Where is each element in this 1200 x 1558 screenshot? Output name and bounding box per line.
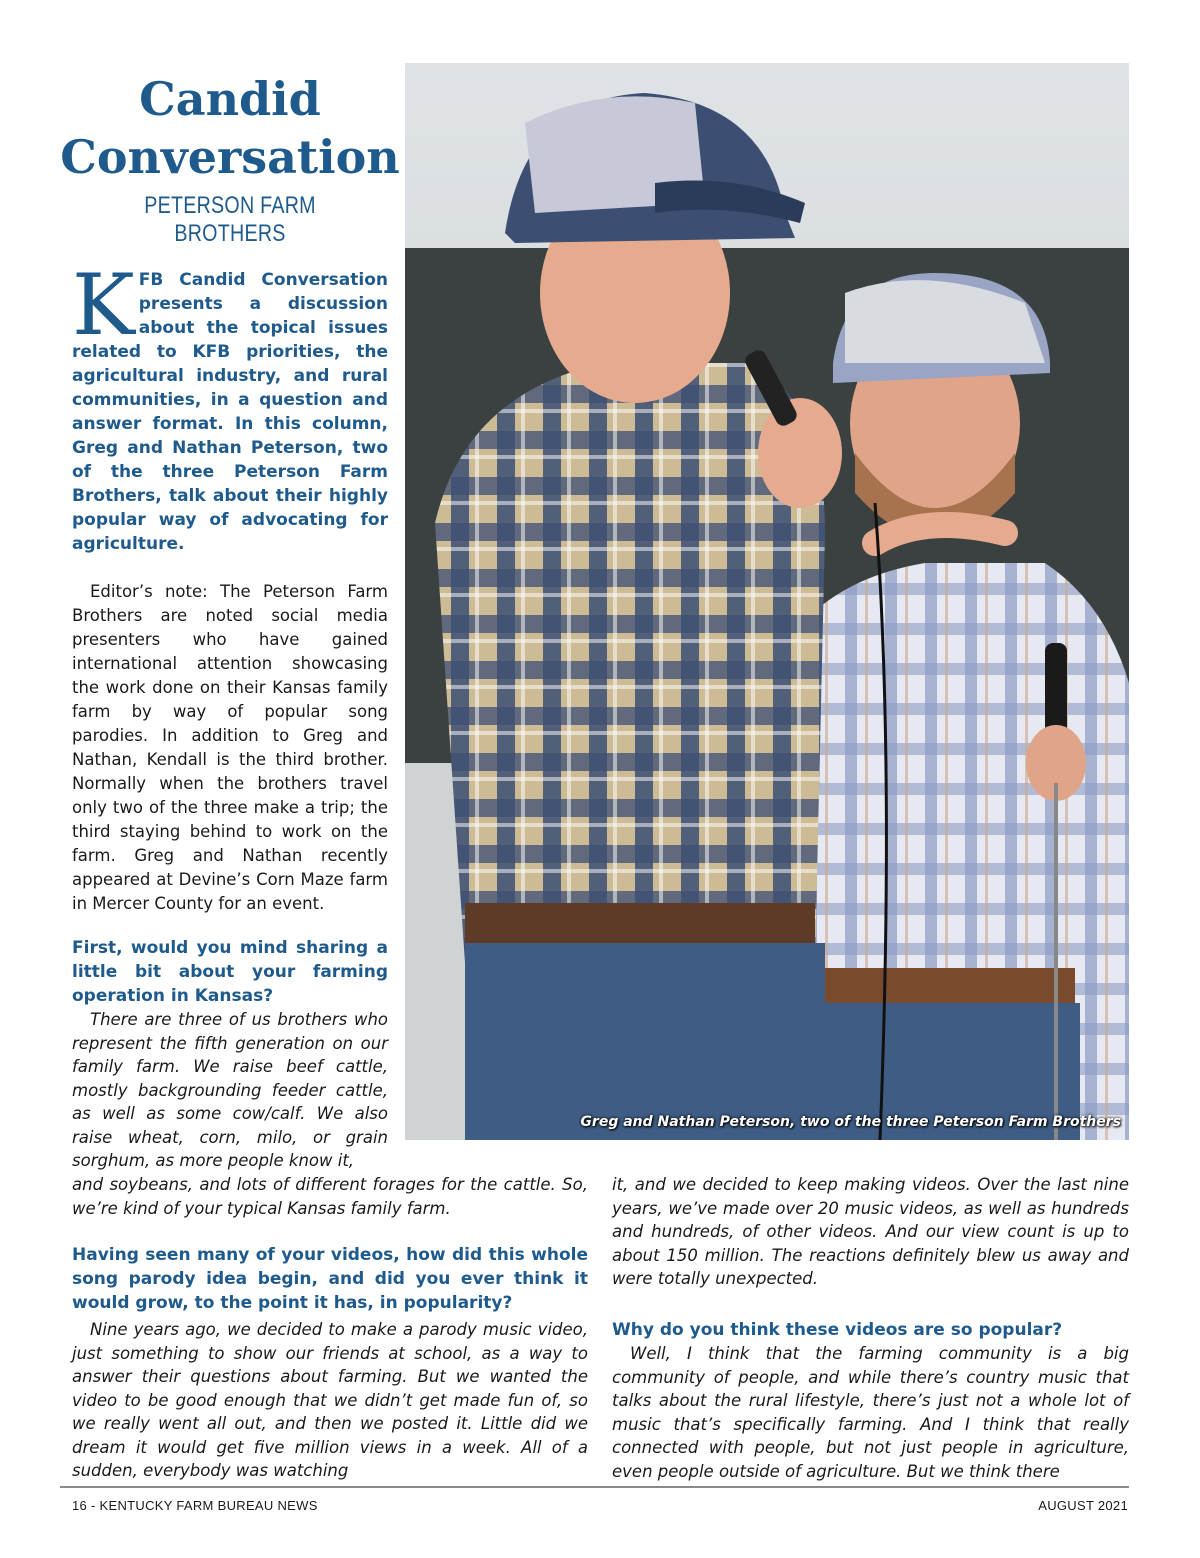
feature-photo	[405, 63, 1129, 1140]
answer-1-part1: There are three of us brothers who represent the fifth generation on our family farm. We raise beef cattle, mostly backgrounding feeder cattle, as well as some cow/calf. We also raise wheat, corn, milo, or grain sorghum, as more people know it,	[72, 1010, 388, 1170]
photo-caption: Greg and Nathan Peterson, two of the three Peterson Farm Brothers	[580, 1114, 1121, 1130]
photo-illustration	[405, 63, 1129, 1140]
question-2: Having seen many of your videos, how did this whole song parody idea begin, and did you ever think it would grow, to the point it has, in popularity?	[72, 1245, 588, 1313]
answer-2-part1: Nine years ago, we decided to make a parody music video, just something to show our friends at school, as a way to answer their questions about farming. But we wanted the video to be good enough that we didn’t get made fun of, so we really went all out, and then we posted it. Little did we dream it would get five million views in a week. All of a sudden, everybody was watching	[72, 1320, 588, 1480]
title-block	[60, 70, 400, 248]
editors-note: Editor’s note: The Peterson Farm Brothers are noted social media presenters who have gained international attention showcasing the work done on their Kansas family farm by way of popular song parodies. In addition to Greg and Nathan, Kendall is the third brother. Normally when the brothers travel only two of the three make a trip; the third staying behind to work on the farm. Greg and Nathan recently appeared at Devine’s Corn Maze farm in Mercer County for an event.	[72, 582, 388, 913]
question-3: Why do you think these videos are so popular?	[612, 1320, 1063, 1340]
drop-cap: K	[72, 256, 135, 354]
answer-3: Well, I think that the farming community is a big community of people, and while there’s country music that talks about the rural lifestyle, there’s just not a whole lot of music that’s specifically farming. And I think that really connected with people, but not just people in agriculture, even people outside of agriculture. But we think there	[612, 1344, 1129, 1481]
footer-page-info: 16 - KENTUCKY FARM BUREAU NEWS	[72, 1498, 318, 1513]
footer-date: AUGUST 2021	[1038, 1498, 1128, 1513]
intro-paragraph	[72, 256, 388, 556]
answer-1-part2: and soybeans, and lots of different forages for the cattle. So, we’re kind of your typical Kansas family farm.	[72, 1175, 588, 1218]
page-title: Candid	[139, 72, 321, 126]
answer-2-part2: it, and we decided to keep making videos. Over the last nine years, we’ve made over 20 music videos, as well as hundreds and hundreds, of other videos. And our view count is up to about 150 million. The reactions definitely blew us away and were totally unexpected.	[612, 1175, 1129, 1288]
intro-text: FB Candid Conversation presents a discussion about the topical issues related to KFB priorities, the agricultural industry, and rural communities, in a question and answer format. In this column, Greg and Nathan Peterson, two of the three Peterson Farm Brothers, talk about their highly popular way of advocating for agriculture.	[72, 270, 388, 554]
page-subtitle: PETERSON FARM BROTHERS	[144, 192, 316, 247]
footer-divider	[60, 1486, 1129, 1488]
question-1: First, would you mind sharing a little bit about your farming operation in Kansas?	[72, 938, 388, 1006]
page-title-line2: Conversation	[60, 130, 400, 184]
